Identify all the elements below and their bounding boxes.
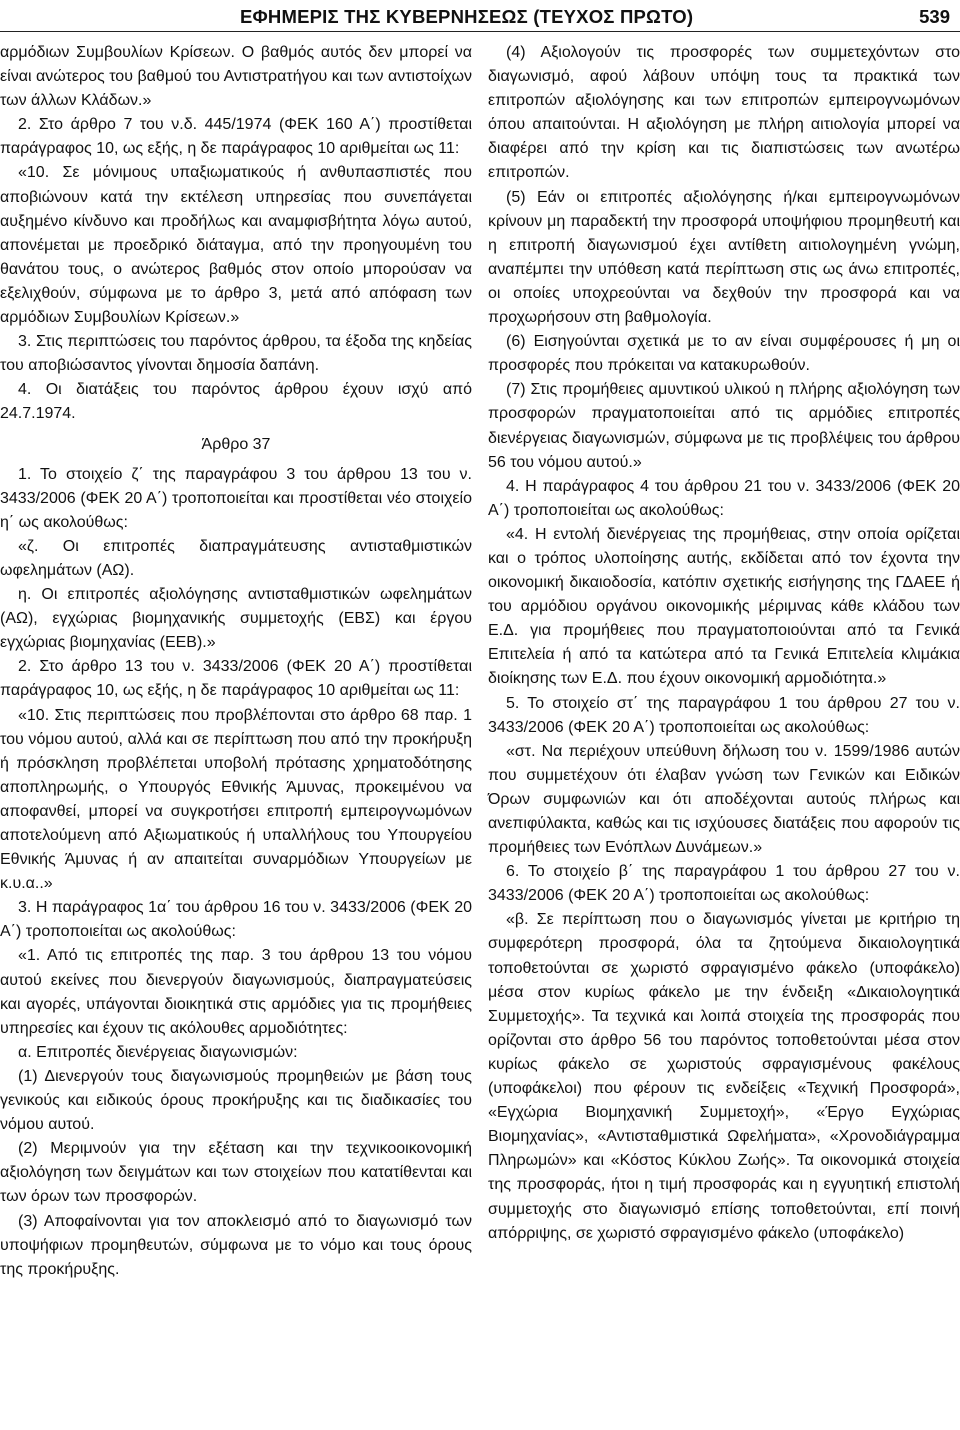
right-column [488, 41, 960, 1246]
paragraph: «ζ. Οι επιτροπές διαπραγμάτευσης αντισταθμιστικών ωφελημάτων (ΑΩ). [0, 537, 472, 579]
paragraph: (2) Μεριμνούν για την εξέταση και την τεχνικοοικονομική αξιολόγηση των δειγμάτων και των στοιχείων που κατατίθενται και των όρων των προσφορών. [0, 1140, 472, 1206]
paragraph: «β. Σε περίπτωση που ο διαγωνισμός γίνεται με κριτήριο τη συμφερότερη προσφορά, όλα τα ζητούμενα δικαιολογητικά τοποθετούνται σε χωριστό σφραγισμένο φάκελο (υποφάκελο) μέσα στον κυρίως φάκελο με την ένδειξη «Δικαιολογητικά Συμμετοχής». Τα τεχνικά και λοιπά στοιχεία της προσφοράς που ορίζονται στο άρθρο 56 του παρόντος τοποθετούνται μέσα στον κυρίως φάκελο σε χωριστούς σφραγισμένους φακέλους (υποφάκελοι) που φέρουν τις ενδείξεις «Τεχνική Προσφορά», «Εγχώρια Βιομηχανική Συμμετοχή», «Έργο Εγχώριας Βιομηχανίας», «Αντισταθμιστικά Ωφελήματα», «Χρονοδιάγραμμα Πληρωμών» και «Κόστος Κύκλου Ζωής». Τα οικονομικά στοιχεία της προσφοράς, ήτοι η τιμή προσφοράς και η εγγυητική επιστολή συμμετοχής στο διαγωνισμό επίσης τοποθετούνται, επί ποινή απόρριψης, σε χωριστό σφραγισμένο φάκελο (υποφάκελο) [488, 911, 960, 1242]
paragraph: (6) Εισηγούνται σχετικά με το αν είναι συμφέρουσες ή μη οι προσφορές που πρόκειται να κατακυρωθούν. [488, 333, 960, 375]
paragraph: 4. Οι διατάξεις του παρόντος άρθρου έχουν ισχύ από 24.7.1974. [0, 381, 472, 423]
paragraph: (5) Εάν οι επιτροπές αξιολόγησης ή/και εμπειρογνωμόνων κρίνουν μη παραδεκτή την προσφορά υποψήφιου προμηθευτή και η επιτροπή διαγωνισμού έχει αντίθετη αιτιολογημένη γνώμη, αναπέμπει την υπόθεση κατά περίπτωση στις ως άνω επιτροπές, οι οποίες υποχρεούνται να δεχθούν την προσφορά και να προχωρήσουν στη βαθμολογία. [488, 188, 960, 327]
paragraph: «1. Από τις επιτροπές της παρ. 3 του άρθρου 13 του νόμου αυτού εκείνες που διενεργούν διαγωνισμούς, διαπραγματεύσεις και αγορές, υπάγονται διοικητικά στις αρμόδιες για τις προμήθειες υπηρεσίες και έχουν τις ακόλουθες αρμοδιότητες: [0, 947, 472, 1037]
paragraph: αρμόδιων Συμβουλίων Κρίσεων. Ο βαθμός αυτός δεν μπορεί να είναι ανώτερος του βαθμού του Αντιστρατήγου και των αντιστοίχων των άλλων Κλάδων.» [0, 44, 472, 110]
paragraph: 5. Το στοιχείο στ΄ της παραγράφου 1 του άρθρου 27 του ν. 3433/2006 (ΦΕΚ 20 Α΄) τροποποιείται ως ακολούθως: [488, 694, 960, 736]
paragraph: 1. Το στοιχείο ζ΄ της παραγράφου 3 του άρθρου 13 του ν. 3433/2006 (ΦΕΚ 20 Α΄) τροποποιείται και προστίθεται νέο στοιχείο η΄ ως ακολούθως: [0, 465, 472, 531]
running-header [0, 6, 960, 30]
paragraph: η. Οι επιτροπές αξιολόγησης αντισταθμιστικών ωφελημάτων (ΑΩ), εγχώριας βιομηχανικής συμμετοχής (ΕΒΣ) και έργου εγχώριας βιομηχανίας (ΕΕΒ).» [0, 586, 472, 652]
paragraph: (1) Διενεργούν τους διαγωνισμούς προμηθειών με βάση τους γενικούς και ειδικούς όρους προκήρυξης και τις διαδικασίες του νόμου αυτού. [0, 1067, 472, 1134]
left-column [0, 41, 472, 1282]
paragraph: «στ. Να περιέχουν υπεύθυνη δήλωση του ν. 1599/1986 αυτών που συμμετέχουν ότι έλαβαν γνώση των Γενικών και Ειδικών Όρων συμφωνιών και ότι αποδέχονται αυτούς πλήρως και ανεπιφύλακτα, καθώς και τις ισχύουσες διατάξεις που αφορούν τις προμήθειες των Ενόπλων Δυνάμεων.» [488, 742, 960, 857]
paragraph: 2. Στο άρθρο 13 του ν. 3433/2006 (ΦΕΚ 20 Α΄) προστίθεται παράγραφος 10, ως εξής, η δε παράγραφος 10 αριθμείται ως 11: [0, 658, 472, 700]
paragraph: 6. Το στοιχείο β΄ της παραγράφου 1 του άρθρου 27 του ν. 3433/2006 (ΦΕΚ 20 Α΄) τροποποιείται ως ακολούθως: [488, 863, 960, 905]
paragraph: (7) Στις προμήθειες αμυντικού υλικού η πλήρης αξιολόγηση των προσφορών πραγματοποιείται από τις αρμόδιες επιτροπές διενέργειας διαγωνισμών, σύμφωνα με τις προβλέψεις του άρθρου 56 του νόμου αυτού.» [488, 381, 960, 471]
paragraph: (4) Αξιολογούν τις προσφορές των συμμετεχόντων στο διαγωνισμό, αφού λάβουν υπόψη τους τα πρακτικά των επιτροπών αξιολόγησης και των επιτροπών εμπειρογνωμόνων όπου απαιτούνται. Η αξιολόγηση με πλήρη αιτιολογία μπορεί να διαφέρει από την κρίση και τις διαπιστώσεις των ανωτέρω επιτροπών. [488, 44, 960, 182]
paragraph: 3. Η παράγραφος 1α΄ του άρθρου 16 του ν. 3433/2006 (ΦΕΚ 20 Α΄) τροποποιείται ως ακολούθως: [0, 899, 472, 941]
article-heading: Άρθρο 37 [201, 435, 271, 453]
header-rule [0, 31, 960, 32]
paragraph: «10. Στις περιπτώσεις που προβλέπονται στο άρθρο 68 παρ. 1 του νόμου αυτού, αλλά και σε περίπτωση που από την προκήρυξη ή πρόσκληση προβλέπεται υποβολή πρότασης χρηματοδότησης αποπληρωμής, ο Υπουργός Εθνικής Άμυνας, προκειμένου να αποφανθεί, μπορεί να συγκροτήσει επιτροπή εμπειρογνωμόνων αποτελούμενη από Αξιωματικούς ή υπαλλήλους του Υπουργείου Εθνικής Άμυνας ή αν απαιτείται συναρμόδιων Υπουργείων με κ.υ.α..» [0, 706, 472, 893]
gazette-title: ΕΦΗΜΕΡΙΣ ΤΗΣ ΚΥΒΕΡΝΗΣΕΩΣ (ΤΕΥΧΟΣ ΠΡΩΤΟ) [240, 6, 694, 27]
paragraph: «4. Η εντολή διενέργειας της προμήθειας, στην οποία ορίζεται και ο τρόπος υλοποίησης αυτής, εκδίδεται από τον έχοντα την οικονομική δικαιοδοσία, κατόπιν σχετικής εισήγησης της ΓΔΑΕΕ ή του αρμόδιου οργάνου οικονομικής μέριμνας κάθε κλάδου των Ε.Δ. για προμήθειες που πραγματοποιούνται από τα Γενικά Επιτελεία ή από τα κατώτερα από τα Γενικά Επιτελεία κλιμάκια διοίκησης των Ε.Δ. που έχουν οικονομική αρμοδιότητα.» [488, 525, 960, 688]
paragraph: (3) Αποφαίνονται για τον αποκλεισμό από το διαγωνισμό των υποψήφιων προμηθευτών, σύμφωνα με το νόμο και τους όρους της προκήρυξης. [0, 1212, 472, 1278]
paragraph: 3. Στις περιπτώσεις του παρόντος άρθρου, τα έξοδα της κηδείας του αποβιώσαντος γίνονται δημοσία δαπάνη. [0, 333, 472, 375]
paragraph: «10. Σε μόνιμους υπαξιωματικούς ή ανθυπασπιστές που αποβιώνουν κατά την εκτέλεση υπηρεσίας που συνεπάγεται αυξημένο κίνδυνο και προδήλως και αναμφισβήτητα λόγω αυτού, απονέμεται με προεδρικό διάταγμα, από την προηγουμένη του θανάτου τους, ο ανώτερος βαθμός στον οποίο μπορούσαν να εξελιχθούν, σύμφωνα με το άρθρο 3, μετά από απόφαση των αρμόδιων Συμβουλίων Κρίσεων.» [0, 164, 472, 327]
paragraph: 4. Η παράγραφος 4 του άρθρου 21 του ν. 3433/2006 (ΦΕΚ 20 Α΄) τροποποιείται ως ακολούθως: [488, 477, 960, 519]
paragraph: 2. Στο άρθρο 7 του ν.δ. 445/1974 (ΦΕΚ 160 Α΄) προστίθεται παράγραφος 10, ως εξής, η δε παράγραφος 10 αριθμείται ως 11: [0, 116, 472, 158]
page-number: 539 [919, 6, 950, 27]
paragraph: α. Επιτροπές διενέργειας διαγωνισμών: [18, 1043, 298, 1061]
